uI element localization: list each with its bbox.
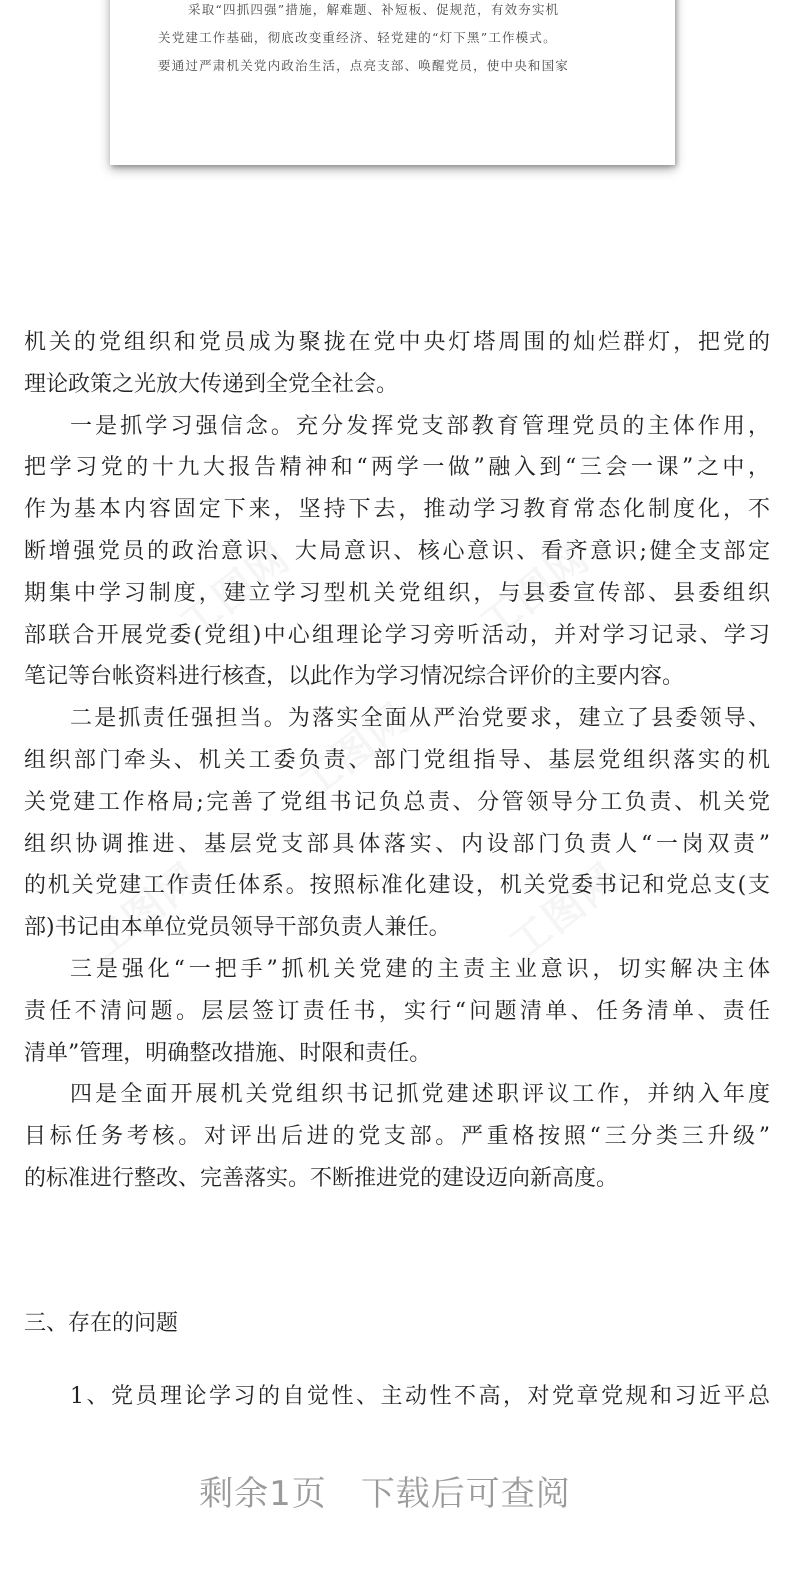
- preview-page-card: [110, 0, 675, 165]
- watermark: 工图网: [171, 534, 299, 649]
- paragraph-line: 作为基本内容固定下来，坚持下去，推动学习教育常态化制度化，不: [24, 497, 770, 523]
- paragraph-line: 的机关党建工作责任体系。按照标准化建设，机关党委书记和党总支(支: [24, 873, 770, 899]
- paragraph-line: 期集中学习制度，建立学习型机关党组织，与县委宣传部、县委组织: [24, 580, 770, 606]
- paragraph-line: 的标准进行整改、完善落实。不断推进党的建设迈向新高度。: [24, 1165, 619, 1191]
- watermark: 工图网: [81, 854, 209, 969]
- paragraph-line: 断增强党员的政治意识、大局意识、核心意识、看齐意识;健全支部定: [24, 538, 770, 564]
- paragraph-line: 二是抓责任强担当。为落实全面从严治党要求，建立了县委领导、: [70, 706, 770, 732]
- paragraph-line: 责任不清问题。层层签订责任书，实行“问题清单、任务清单、责任: [24, 998, 770, 1024]
- paragraph-line: 部联合开展党委(党组)中心组理论学习旁听活动，并对学习记录、学习: [24, 622, 770, 648]
- paragraph-line: 笔记等台帐资料进行核查，以此作为学习情况综合评价的主要内容。: [24, 664, 685, 690]
- watermark: 工图网: [501, 854, 629, 969]
- remaining-pages-notice[interactable]: [0, 1466, 770, 1515]
- preview-line-3: 要通过严肃机关党内政治生活，点亮支部、唤醒党员，使中央和国家: [158, 58, 570, 73]
- preview-line-1: 采取“四抓四强”措施，解难题、补短板、促规范，有效夯实机: [188, 2, 560, 17]
- paragraph-line: 部)书记由本单位党员领导干部负责人兼任。: [24, 915, 451, 941]
- download-to-view-label: 下载后可查阅: [360, 1474, 571, 1514]
- watermark: 工图网: [471, 534, 599, 649]
- paragraph-line: 把学习党的十九大报告精神和“两学一做”融入到“三会一课”之中，: [24, 455, 770, 481]
- preview-line-2: 关党建工作基础，彻底改变重经济、轻党建的“灯下黑”工作模式。: [158, 30, 557, 45]
- document-body: [24, 322, 770, 1200]
- paragraph-line: 组织协调推进、基层党支部具体落实、内设部门负责人“一岗双责”: [24, 831, 770, 857]
- paragraph-line: 理论政策之光放大传递到全党全社会。: [24, 371, 399, 397]
- paragraph-line: 机关的党组织和党员成为聚拢在党中央灯塔周围的灿烂群灯，把党的: [24, 330, 770, 355]
- problem-item-line: 1、党员理论学习的自觉性、主动性不高，对党章党规和习近平总: [70, 1384, 770, 1409]
- remaining-pages-label: 剩余1页: [199, 1474, 327, 1514]
- section-heading: 三、存在的问题: [24, 1311, 179, 1336]
- paragraph-line: 一是抓学习强信念。充分发挥党支部教育管理党员的主体作用，: [70, 413, 770, 439]
- paragraph-line: 关党建工作格局;完善了党组书记负总责、分管领导分工负责、机关党: [24, 789, 770, 815]
- paragraph-line: 目标任务考核。对评出后进的党支部。严重格按照“三分类三升级”: [24, 1124, 770, 1150]
- paragraph-line: 三是强化“一把手”抓机关党建的主责主业意识，切实解决主体: [70, 956, 770, 982]
- paragraph-line: 组织部门牵头、机关工委负责、部门党组指导、基层党组织落实的机: [24, 747, 770, 773]
- watermark: 工图网: [291, 694, 419, 809]
- paragraph-line: 清单”管理，明确整改措施、时限和责任。: [24, 1040, 432, 1066]
- paragraph-line: 四是全面开展机关党组织书记抓党建述职评议工作，并纳入年度: [70, 1082, 770, 1108]
